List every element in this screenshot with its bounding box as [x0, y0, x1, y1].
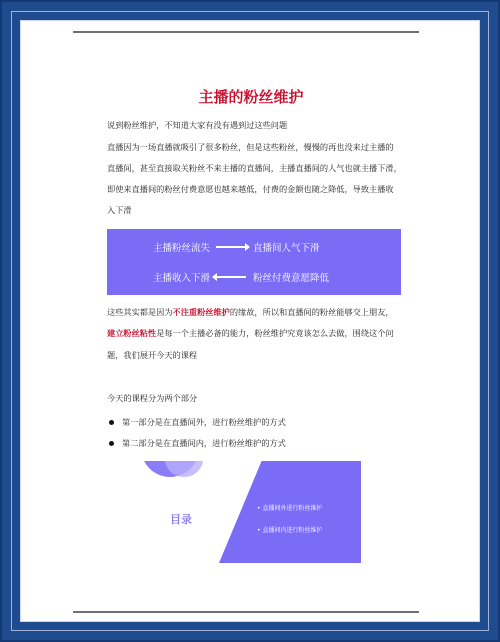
bullet-dot-icon [109, 420, 114, 425]
banner-row1-right: 直播间人气下滑 [253, 243, 320, 254]
para1-line-2: 直播间，甚至直接取关粉丝不来主播的直播间，主播直播间的人气也就主播下滑， [107, 163, 402, 173]
intro-text: 说到粉丝维护，不知道大家有没有遇到过这些问题 [107, 120, 288, 130]
arrow-right-icon [216, 246, 246, 248]
toc-item: • 直播间内进行粉丝维护 [257, 527, 323, 534]
banner-row2-right: 粉丝付费意愿降低 [253, 273, 330, 284]
para1-line-1: 直播因为一场直播就吸引了很多粉丝，但是这些粉丝，慢慢的再也没来过主播的 [107, 142, 394, 152]
problem-banner [107, 229, 401, 295]
para1-line-4: 入下滑 [107, 205, 132, 215]
bullet-dot-icon [109, 441, 114, 446]
banner-row2-left: 主播收入下滑 [153, 273, 211, 284]
page-title: 主播的粉丝维护 [198, 88, 304, 106]
bullet-item-1: 第一部分是在直播间外，进行粉丝维护的方式 [122, 417, 286, 427]
bullet-item-2: 第二部分是在直播间内，进行粉丝维护的方式 [122, 438, 286, 448]
para2-line-3: 题，我们展开今天的课程 [107, 350, 198, 360]
banner-row-2 [107, 270, 401, 284]
para2-line-2 [107, 327, 407, 339]
document-page [20, 20, 480, 622]
course-intro: 今天的课程分为两个部分 [107, 393, 198, 403]
toc-item-label: 直播间内进行粉丝维护 [262, 527, 323, 534]
para1-line-3: 即使来直播间的粉丝付费意愿也越来越低，付费的金额也随之降低，导致主播收 [107, 184, 394, 194]
top-rule [73, 31, 419, 33]
toc-panel [219, 461, 361, 563]
highlight-text: 建立粉丝粘性 [107, 328, 157, 338]
arrow-left-icon [216, 276, 246, 278]
banner-row1-left: 主播粉丝流失 [153, 243, 211, 254]
toc-item: • 直播间外进行粉丝维护 [257, 505, 323, 512]
para2-line-1 [107, 306, 407, 318]
highlight-text: 不注重粉丝维护 [172, 307, 230, 317]
para2-text: 这些其实都是因为 [107, 307, 173, 317]
banner-row-1 [107, 240, 401, 254]
toc-heading: 目录 [170, 513, 192, 526]
para2-text: 是每一个主播必备的能力，粉丝维护究竟该怎么去做，围绕这个问 [156, 328, 394, 338]
bottom-rule [73, 611, 419, 613]
para2-text: 的缘故，所以和直播间的粉丝能够交上朋友， [229, 307, 394, 317]
toc-slide [139, 461, 361, 563]
toc-item-label: 直播间外进行粉丝维护 [262, 505, 323, 512]
